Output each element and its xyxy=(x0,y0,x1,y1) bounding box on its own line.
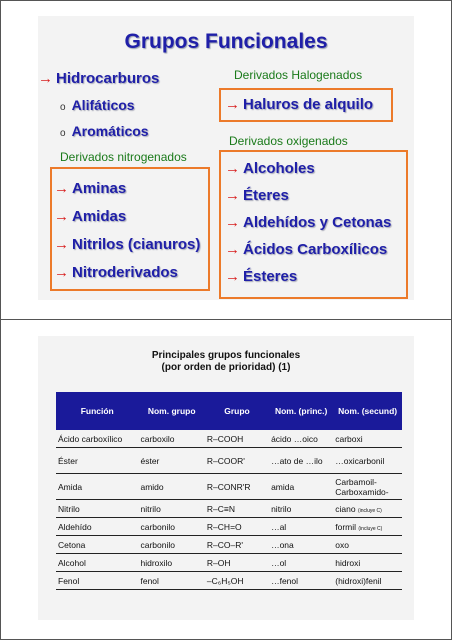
cell-nom-grupo: carboxilo xyxy=(138,430,204,448)
item-aromaticos xyxy=(60,123,149,139)
item-aromaticos-label: Aromáticos xyxy=(71,123,149,139)
item-aminas xyxy=(54,180,126,197)
slide-divider xyxy=(0,319,452,320)
cell-funcion: Fenol xyxy=(56,572,138,590)
cell-nom-grupo: nitrilo xyxy=(138,500,204,518)
cell-nom-grupo: éster xyxy=(138,448,204,474)
functional-groups-table xyxy=(56,392,402,590)
item-esteres xyxy=(225,268,297,285)
cell-nom-secund-text: formil xyxy=(335,521,357,532)
item-nitroderivados xyxy=(54,264,178,281)
item-hidrocarburos xyxy=(38,70,159,87)
cell-nom-secund-text: ciano xyxy=(335,503,356,514)
cell-funcion: Aldehído xyxy=(56,518,138,536)
header-grupo: Grupo xyxy=(205,392,269,430)
cell-funcion: Amida xyxy=(56,474,138,500)
header-nom-grupo: Nom. grupo xyxy=(138,392,204,430)
table-row xyxy=(56,554,402,572)
item-esteres-label: Ésteres xyxy=(243,268,298,285)
cell-funcion: Ácido carboxílico xyxy=(56,430,138,448)
arrow-icon: → xyxy=(225,96,240,113)
arrow-icon: → xyxy=(54,264,69,281)
cell-nom-secund: …oxicarbonil xyxy=(333,448,402,474)
table-row xyxy=(56,518,402,536)
item-aldehidos-cetonas xyxy=(225,214,391,231)
cell-nom-princ: …ato de …ilo xyxy=(269,448,333,474)
cell-nom-grupo: carbonilo xyxy=(138,536,204,554)
cell-grupo: R–CH=O xyxy=(205,518,269,536)
item-amidas-label: Amidas xyxy=(72,208,127,225)
cell-nom-princ: …fenol xyxy=(269,572,333,590)
item-hidrocarburos-label: Hidrocarburos xyxy=(56,70,160,87)
arrow-icon: → xyxy=(225,214,240,231)
table-title xyxy=(38,350,414,374)
cell-nom-secund: oxo xyxy=(333,536,402,554)
arrow-icon: → xyxy=(225,241,240,258)
item-nitrilos-label: Nitrilos (cianuros) xyxy=(72,236,201,253)
item-haluros-label: Haluros de alquilo xyxy=(243,96,374,113)
cell-grupo: R–COOH xyxy=(205,430,269,448)
table-row xyxy=(56,572,402,590)
cell-nom-princ: amida xyxy=(269,474,333,500)
cell-nom-grupo: carbonilo xyxy=(138,518,204,536)
bullet-icon: o xyxy=(60,128,66,139)
item-eteres-label: Éteres xyxy=(243,187,289,204)
slide-grupos-funcionales xyxy=(38,16,414,300)
box-oxigenados xyxy=(219,150,408,299)
cell-nom-princ: ácido …oico xyxy=(269,430,333,448)
cell-nom-secund: hidroxi xyxy=(333,554,402,572)
item-amidas xyxy=(54,208,126,225)
item-acidos-carboxilicos-label: Ácidos Carboxílicos xyxy=(243,241,388,258)
table-title-line2: (por orden de prioridad) (1) xyxy=(161,362,291,373)
cell-grupo: R–C≡N xyxy=(205,500,269,518)
cell-nom-grupo: amido xyxy=(138,474,204,500)
table-row xyxy=(56,536,402,554)
table-row xyxy=(56,474,402,500)
cell-funcion: Nitrilo xyxy=(56,500,138,518)
arrow-icon: → xyxy=(225,268,240,285)
item-aldehidos-cetonas-label: Aldehídos y Cetonas xyxy=(243,214,392,231)
cell-nom-secund xyxy=(333,518,402,536)
cell-nom-secund xyxy=(333,500,402,518)
label-derivados-nitrogenados: Derivados nitrogenados xyxy=(60,150,187,164)
item-haluros xyxy=(225,96,373,113)
cell-grupo: R–COOR' xyxy=(205,448,269,474)
cell-funcion: Alcohol xyxy=(56,554,138,572)
cell-nom-princ: …ol xyxy=(269,554,333,572)
bullet-icon: o xyxy=(60,102,66,113)
box-halogenados xyxy=(219,88,393,122)
arrow-icon: → xyxy=(38,70,53,87)
table-row xyxy=(56,430,402,448)
item-nitroderivados-label: Nitroderivados xyxy=(72,264,178,281)
table-header-row xyxy=(56,392,402,430)
item-alifaticos xyxy=(60,97,135,113)
cell-nom-secund: Carbamoil- Carboxamido- xyxy=(333,474,402,500)
note-incluye-c: (incluye C) xyxy=(358,525,383,532)
header-nom-princ: Nom. (princ.) xyxy=(269,392,333,430)
table-title-line1: Principales grupos funcionales xyxy=(151,350,301,361)
cell-grupo: –C₆H₅OH xyxy=(205,572,269,590)
item-acidos-carboxilicos xyxy=(225,241,387,258)
cell-funcion: Cetona xyxy=(56,536,138,554)
table-row xyxy=(56,448,402,474)
label-derivados-halogenados: Derivados Halogenados xyxy=(234,68,363,82)
cell-nom-grupo: fenol xyxy=(138,572,204,590)
arrow-icon: → xyxy=(54,180,69,197)
item-alcoholes-label: Alcoholes xyxy=(243,160,315,177)
table-row xyxy=(56,500,402,518)
box-nitrogenados xyxy=(50,167,210,291)
cell-grupo: R–CONR'R xyxy=(205,474,269,500)
arrow-icon: → xyxy=(225,160,240,177)
note-incluye-c: (incluye C) xyxy=(357,507,382,514)
item-alcoholes xyxy=(225,160,315,177)
cell-nom-princ: …al xyxy=(269,518,333,536)
item-aminas-label: Aminas xyxy=(72,180,127,197)
cell-grupo: R–OH xyxy=(205,554,269,572)
slide-title: Grupos Funcionales xyxy=(124,30,328,53)
cell-nom-princ: …ona xyxy=(269,536,333,554)
item-alifaticos-label: Alifáticos xyxy=(71,97,135,113)
cell-funcion: Éster xyxy=(56,448,138,474)
cell-nom-grupo: hidroxilo xyxy=(138,554,204,572)
cell-grupo: R–CO–R' xyxy=(205,536,269,554)
header-nom-secund: Nom. (secund) xyxy=(333,392,402,430)
header-funcion: Función xyxy=(56,392,138,430)
item-nitrilos xyxy=(54,236,200,253)
label-derivados-oxigenados: Derivados oxigenados xyxy=(229,134,348,148)
cell-nom-princ: nitrilo xyxy=(269,500,333,518)
arrow-icon: → xyxy=(225,187,240,204)
arrow-icon: → xyxy=(54,236,69,253)
cell-nom-secund: (hidroxi)fenil xyxy=(333,572,402,590)
cell-nom-secund: carboxi xyxy=(333,430,402,448)
arrow-icon: → xyxy=(54,208,69,225)
item-eteres xyxy=(225,187,289,204)
slide-tabla-grupos xyxy=(38,336,414,620)
